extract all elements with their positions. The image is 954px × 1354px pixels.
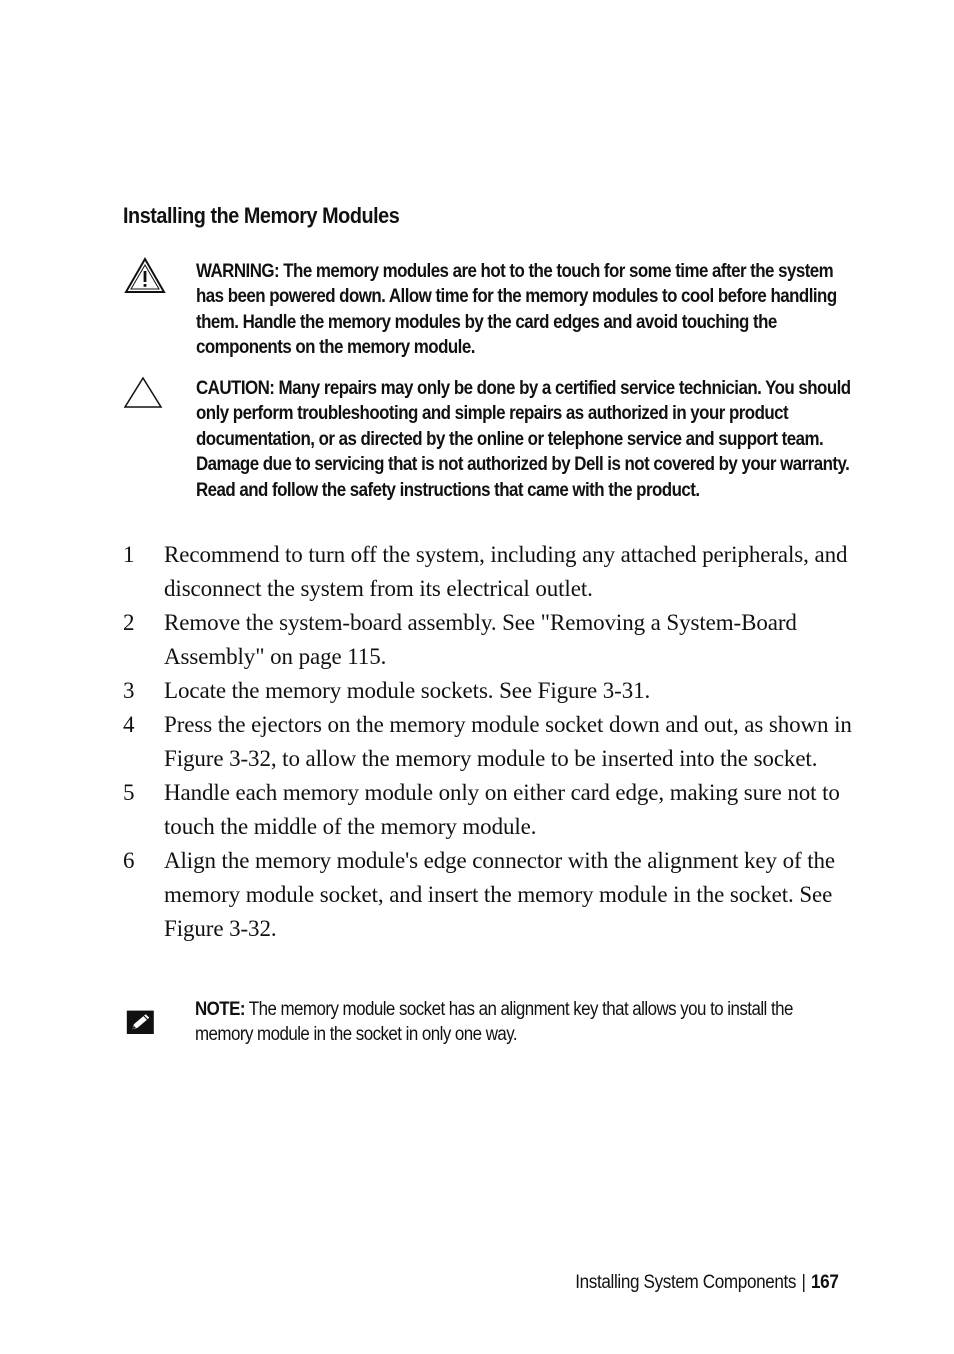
- procedure-steps: [123, 538, 863, 946]
- warning-triangle-icon: [123, 256, 167, 296]
- list-item: [123, 538, 863, 606]
- pencil-note-icon: [123, 1007, 163, 1043]
- step-text: Recommend to turn off the system, including any attached peripherals, and disconnect the system from its electrical outlet.: [164, 542, 848, 601]
- warning-body: The memory modules are hot to the touch for some time after the system has been powered down. Allow time for the memory modules to cool before handling them. Handle the memory modules by the card edges and avoid touching the components on the memory module.: [196, 261, 837, 359]
- list-item: [123, 708, 863, 776]
- step-text: Align the memory module's edge connector with the alignment key of the memory module socket, and insert the memory module in the socket. See Figure 3-32.: [164, 848, 835, 941]
- note-text: [195, 997, 854, 1048]
- page-number: 167: [810, 1272, 838, 1293]
- note-body: The memory module socket has an alignment key that allows you to install the memory module in the socket in only one way.: [195, 999, 793, 1046]
- footer-separator: |: [801, 1272, 806, 1293]
- footer-chapter: Installing System Components: [574, 1272, 796, 1293]
- step-number: 1: [123, 542, 135, 567]
- caution-text: [196, 376, 855, 503]
- caution-triangle-icon: [123, 373, 167, 413]
- list-item: [123, 844, 863, 946]
- note-label: NOTE:: [195, 999, 245, 1020]
- caution-label: CAUTION:: [196, 378, 275, 399]
- page-footer: [575, 1272, 838, 1294]
- warning-text: [196, 259, 855, 361]
- step-text: Press the ejectors on the memory module socket down and out, as shown in Figure 3-32, to allow the memory module to be inserted into the socket.: [164, 712, 852, 771]
- step-number: 4: [123, 712, 135, 737]
- step-number: 2: [123, 610, 135, 635]
- step-number: 5: [123, 780, 135, 805]
- step-text: Handle each memory module only on either card edge, making sure not to touch the middle of the memory module.: [164, 780, 840, 839]
- step-text: Remove the system-board assembly. See "Removing a System-Board Assembly" on page 115.: [164, 610, 797, 669]
- warning-label: WARNING:: [196, 261, 280, 282]
- step-number: 3: [123, 678, 135, 703]
- section-title: Installing the Memory Modules: [123, 203, 400, 228]
- step-text: Locate the memory module sockets. See Figure 3-31.: [164, 678, 651, 703]
- caution-body: Many repairs may only be done by a certified service technician. You should only perform troubleshooting and simple repairs as authorized in your product documentation, or as directed by the online or telephone service and support team. Damage due to servicing that is not authorized by Dell is not covered by your warranty. Read and follow the safety instructions that came with the product.: [196, 378, 851, 501]
- list-item: [123, 674, 863, 708]
- list-item: [123, 776, 863, 844]
- list-item: [123, 606, 863, 674]
- step-number: 6: [123, 848, 135, 873]
